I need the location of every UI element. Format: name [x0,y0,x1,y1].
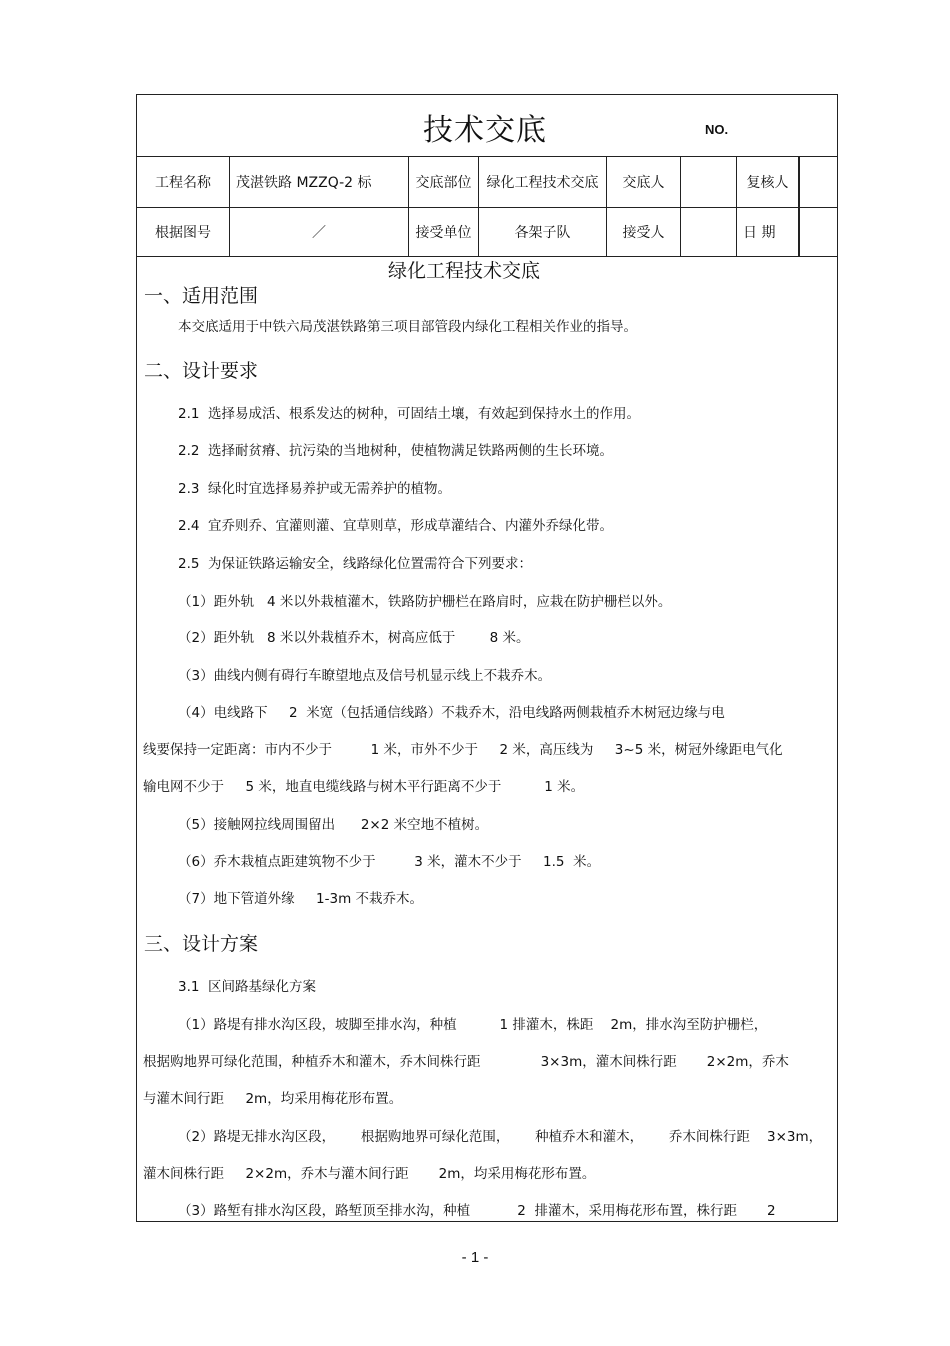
receiver-label: 接受人 [607,208,681,256]
date-value [799,208,839,256]
section-1-text: 本交底适用于中铁六局茂湛铁路第三项目部管段内绿化工程相关作业的指导。 [178,319,637,335]
document-title: 绿化工程技术交底 [388,260,541,282]
section-2-line: （4）电线路下 2 米宽（包括通信线路）不栽乔木，沿电线路两侧栽植乔木树冠边缘与电 [178,705,725,721]
receiving-unit-label: 接受单位 [409,208,479,256]
section-2-heading: 二、设计要求 [144,360,259,382]
section-2-line: 2.5 为保证铁路运输安全，线路绿化位置需符合下列要求： [178,556,533,572]
section-3-line: （1）路堤有排水沟区段，坡脚至排水沟，种植 1 排灌木，株距 2m，排水沟至防护栅栏， [178,1017,768,1033]
section-1-heading: 一、适用范围 [144,285,259,307]
section-3-heading: 三、设计方案 [144,933,259,955]
section-2-line: （6）乔木栽植点距建筑物不少于 3 米，灌木不少于 1.5 米。 [178,854,601,870]
section-2-line: 2.4 宜乔则乔、宜灌则灌、宜草则草，形成草灌结合、内灌外乔绿化带。 [178,518,614,534]
section-2-line: 2.2 选择耐贫瘠、抗污染的当地树种，使植物满足铁路两侧的生长环境。 [178,443,614,459]
header-row-2 [137,208,837,257]
project-name-value: 茂湛铁路 MZZQ-2 标 [230,157,409,207]
number-label: NO. [705,122,729,137]
section-2-line: 2.1 选择易成活、根系发达的树种，可固结土壤，有效起到保持水土的作用。 [178,406,641,422]
section-3-line: 3.1 区间路基绿化方案 [178,979,317,995]
receiver-value [681,208,737,256]
section-2-line: （5）接触网拉线周围留出 2×2 米空地不植树。 [178,817,489,833]
section-3-line: 与灌木间行距 2m，均采用梅花形布置。 [143,1091,403,1107]
discloser-label: 交底人 [607,157,681,207]
section-3-line: 灌木间株行距 2×2m，乔木与灌木间行距 2m，均采用梅花形布置。 [143,1166,596,1182]
page-number: - 1 - [461,1249,489,1266]
section-3-line: 根据购地界可绿化范围，种植乔木和灌木，乔木间株行距 3×3m，灌木间株行距 2×2m，乔木 [143,1054,789,1070]
drawing-number-label: 根据图号 [137,208,230,256]
form-title: 技术交底 [423,113,547,148]
section-2-line: （1）距外轨 4 米以外栽植灌木，铁路防护栅栏在路肩时，应栽在防护栅栏以外。 [178,594,672,610]
section-2-line: （3）曲线内侧有碍行车瞭望地点及信号机显示线上不栽乔木。 [178,668,552,684]
drawing-number-value: ／ [230,208,409,256]
discloser-value [681,157,737,207]
section-3-line: （2）路堤无排水沟区段， 根据购地界可绿化范围， 种植乔木和灌木， 乔木间株行距 3×3m， [178,1129,823,1145]
section-2-line: （7）地下管道外缘 1-3m 不栽乔木。 [178,891,424,907]
reviewer-value [799,157,839,207]
header-row-1 [137,157,837,208]
section-2-line: 2.3 绿化时宜选择易养护或无需养护的植物。 [178,481,452,497]
disclosure-part-label: 交底部位 [409,157,479,207]
reviewer-label: 复核人 [737,157,799,207]
section-3-line: （3）路堑有排水沟区段，路堑顶至排水沟，种植 2 排灌木，采用梅花形布置，株行距 2 [178,1203,776,1219]
project-name-label: 工程名称 [137,157,230,207]
section-2-line: 线要保持一定距离：市内不少于 1 米，市外不少于 2 米，高压线为 3~5 米，树冠外缘距电气化 [143,742,783,758]
section-2-line: （2）距外轨 8 米以外栽植乔木，树高应低于 8 米。 [178,630,530,646]
disclosure-part-value: 绿化工程技术交底 [479,157,607,207]
title-row [137,95,837,157]
receiving-unit-value: 各架子队 [479,208,607,256]
date-label: 日 期 [737,208,799,256]
section-2-line: 输电网不少于 5 米，地直电缆线路与树木平行距离不少于 1 米。 [143,779,585,795]
